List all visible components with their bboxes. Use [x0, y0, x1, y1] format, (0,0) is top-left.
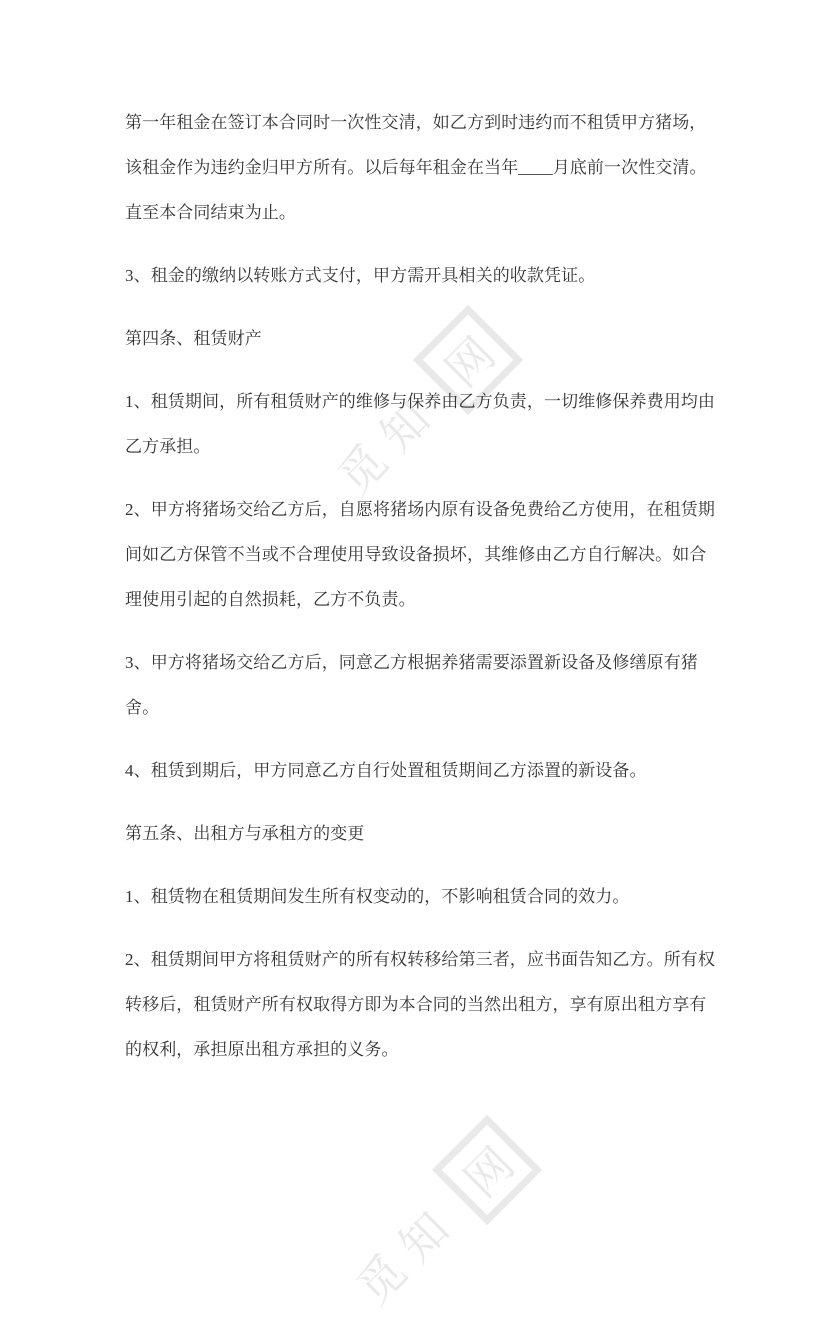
watermark-bottom	[336, 1115, 542, 1321]
text-line: 乙方承担。	[125, 437, 211, 456]
paragraph	[125, 874, 709, 919]
paragraph	[125, 379, 715, 469]
document-body	[125, 100, 715, 1090]
text-line: 第四条、租赁财产	[125, 329, 262, 348]
watermark-logo-box	[432, 1115, 542, 1225]
paragraph	[125, 487, 715, 622]
text-line: 转移后，租赁财产所有权取得方即为本合同的当然出租方，享有原出租方享有	[125, 995, 707, 1014]
text-line: 舍。	[125, 698, 160, 717]
text-line: 2、租赁期间甲方将租赁财产的所有权转移给第三者，应书面告知乙方。所有权	[125, 950, 715, 969]
text-line: 的权利，承担原出租方承担的义务。	[125, 1040, 399, 1059]
text-line: 1、租赁期间，所有租赁财产的维修与保养由乙方负责，一切维修保养费用均由	[125, 392, 715, 411]
watermark-text: 觅知	[347, 1193, 469, 1315]
section-heading	[125, 811, 709, 856]
text-line: 间如乙方保管不当或不合理使用导致设备损坏，其维修由乙方自行解决。如合	[125, 545, 707, 564]
text-line: 2、甲方将猪场交给乙方后，自愿将猪场内原有设备免费给乙方使用，在租赁期	[125, 500, 715, 519]
section-heading	[125, 316, 709, 361]
paragraph	[125, 748, 709, 793]
text-line: 理使用引起的自然损耗，乙方不负责。	[125, 590, 416, 609]
text-line: 1、租赁物在租赁期间发生所有权变动的，不影响租赁合同的效力。	[125, 887, 630, 906]
text-line: 3、甲方将猪场交给乙方后，同意乙方根据养猪需要添置新设备及修缮原有猪	[125, 653, 698, 672]
watermark-logo-char: 网	[436, 328, 505, 397]
paragraph	[125, 100, 709, 235]
text-line: 3、租金的缴纳以转账方式支付，甲方需开具相关的收款凭证。	[125, 266, 596, 285]
text-line: 第五条、出租方与承租方的变更	[125, 824, 365, 843]
text-line: 4、租赁到期后，甲方同意乙方自行处置租赁期间乙方添置的新设备。	[125, 761, 647, 780]
paragraph	[125, 253, 709, 298]
text-line: 第一年租金在签订本合同时一次性交清，如乙方到时违约而不租赁甲方猪场，	[125, 113, 707, 132]
watermark-logo-char: 网	[455, 1138, 524, 1207]
watermark-text: 觅知	[328, 383, 450, 505]
text-line: 直至本合同结束为止。	[125, 203, 296, 222]
paragraph	[125, 640, 709, 730]
paragraph	[125, 937, 715, 1072]
text-line: 该租金作为违约金归甲方所有。以后每年租金在当年____月底前一次性交清。	[125, 158, 707, 177]
